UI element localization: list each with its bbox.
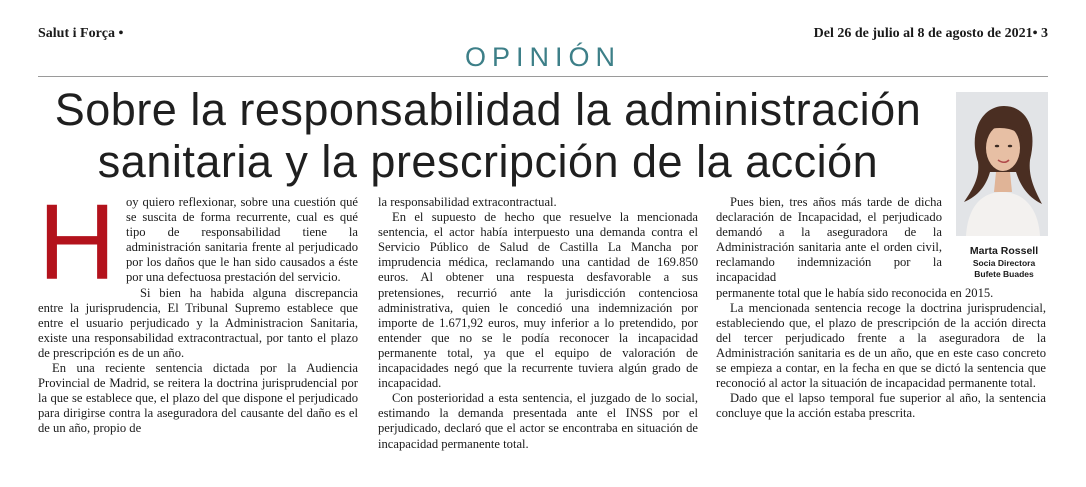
paragraph: Dado que el lapso temporal fue superior al año, la sentencia concluye que la acción estaba prescrita. bbox=[716, 391, 1046, 421]
headline-line-2: sanitaria y la prescripción de la acción bbox=[97, 136, 879, 187]
paragraph: La mencionada sentencia recoge la doctrina jurisprudencial, estableciendo que, el plazo de prescripción de la acción directa del tercer perjudicado frente a la aseguradora de la Administración sanitaria es de un año, que en este caso concreto se empieza a contar, en la fecha en que se dictó la sentencia que reconoció al actor la situación de incapacidad permanente total. bbox=[716, 300, 1046, 391]
section-title: OPINIÓN bbox=[464, 42, 621, 72]
publication-name: Salut i Força • bbox=[38, 26, 124, 41]
article-column-3 bbox=[716, 195, 1046, 421]
section-rule bbox=[38, 76, 1048, 77]
author-role: Socia Directora bbox=[972, 258, 1036, 268]
paragraph: oy quiero reflexionar, sobre una cuestión qué se suscita de forma recurrente, cual es qué tipo de responsabilidad tiene la administración sanitaria frente al perjudicado por los daños que le han sido causados a éste por una defectuosa prestación del servicio. bbox=[126, 195, 358, 285]
author-firm: Bufete Buades bbox=[974, 269, 1034, 279]
paragraph: Pues bien, tres años más tarde de dicha declaración de Incapacidad, el perjudicado demandó a la aseguradora de la Administración sanitaria ante el orden civil, reclamando indemnización por la incapacidad bbox=[716, 195, 942, 285]
article-column-1 bbox=[38, 181, 358, 437]
paragraph: En una reciente sentencia dictada por la Audiencia Provincial de Madrid, se reitera la doctrina jurisprudencial por la que se establece que, el plazo del que dispone el perjudicado para dirigirse contra la aseguradora del causante del daño es el de un año, propio de bbox=[38, 361, 358, 436]
article-column-2 bbox=[378, 195, 698, 452]
author-name: Marta Rossell bbox=[969, 245, 1039, 257]
drop-cap: H bbox=[38, 181, 116, 302]
issue-date-page: Del 26 de julio al 8 de agosto de 2021• 3 bbox=[813, 26, 1048, 41]
paragraph: Si bien ha habida alguna discrepancia entre la jurisprudencia, El Tribunal Supremo establece que entre el usuario perjudicado y la Administracion Sanitaria, existe una responsabilidad extracontractual, por tanto el plazo de prescripción es de un año. bbox=[38, 285, 358, 360]
headline bbox=[38, 84, 938, 188]
paragraph: la responsabilidad extracontractual. bbox=[378, 195, 557, 209]
headline-line-1: Sobre la responsabilidad la administración bbox=[54, 84, 922, 135]
paragraph: Con posterioridad a esta sentencia, el juzgado de lo social, estimando la demanda presentada ante el INSS por el perjudicado, declaró que el actor se encontraba en situación de incapacidad permanente total. bbox=[378, 391, 698, 451]
paragraph: En el supuesto de hecho que resuelve la mencionada sentencia, el actor había interpuesto una demanda contra el Servicio Público de Salud de Castilla La Mancha por imprudencia médica, reclamando una cantidad de 169.850 euros. Al obtener una respuesta desfavorable a sus pretensiones, recurrió ante la jurisdicción contenciosa administrativa, quien le concedió una indemnización por importe de 1.671,92 euros, muy inferior a lo pretendido, por entender que no se le podía reconocer la incapacidad permanente total, ya que el equipo de valoración de incapacidades negó que la recurrente tuviera algún grado de incapacidad. bbox=[378, 210, 698, 391]
paragraph-continuation: permanente total que le había sido reconocida en 2015. bbox=[716, 285, 994, 300]
